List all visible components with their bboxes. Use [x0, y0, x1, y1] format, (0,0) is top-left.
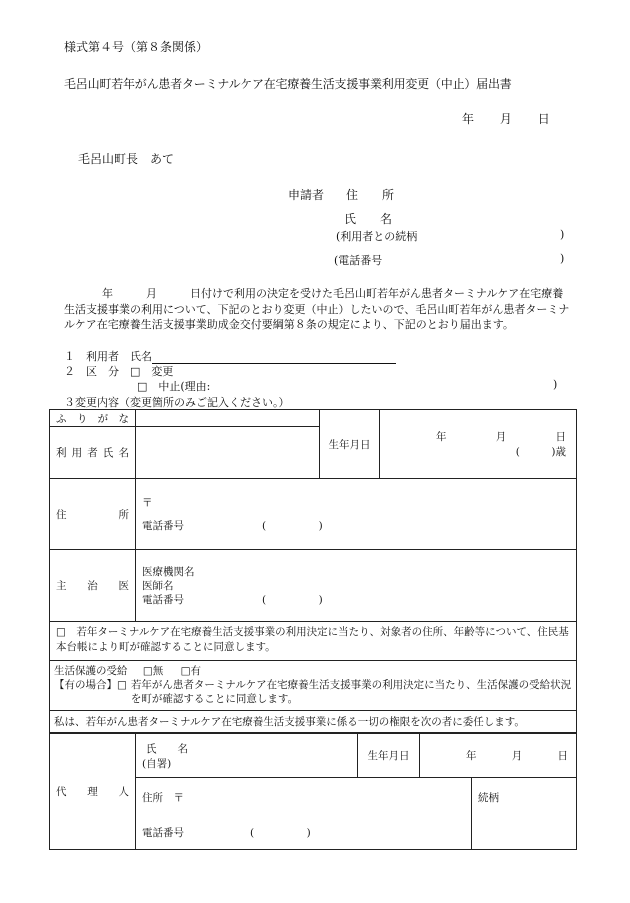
doctor-name-label: 医師名 [142, 579, 174, 592]
age-field: ( )歳 [515, 446, 566, 458]
user-name-label: 利用者氏名 [50, 427, 136, 479]
applicant-label: 申請者 [288, 188, 325, 202]
applicant-name-label: 氏 名 [344, 212, 393, 226]
change-content-table [49, 409, 577, 622]
address-label: 住所 [50, 479, 136, 550]
item2-label[interactable]: ２ 区 分 □ 変更 [64, 365, 174, 378]
document-title: 毛呂山町若年がん患者ターミナルケア在宅療養生活支援事業利用変更（中止）届出書 [64, 77, 512, 91]
agent-name-field[interactable]: 氏 名 (自署) [136, 734, 358, 778]
relation-label: (利用者との続柄 [336, 230, 418, 243]
user-name-field[interactable] [136, 427, 320, 479]
agent-address-field[interactable]: 住所 〒 電話番号 ( ) [136, 778, 472, 850]
welfare-label: 生活保護の受給 [54, 665, 128, 677]
applicant-relation-row [336, 228, 570, 244]
stop-option[interactable]: □ 中止(理由: [137, 380, 211, 393]
form-number: 様式第４号（第８条関係） [64, 40, 209, 54]
signature-note: (自署) [142, 757, 172, 770]
agent-birthdate-label: 生年月日 [358, 734, 420, 778]
applicant-phone-row [334, 252, 570, 268]
item-category [64, 363, 173, 379]
address-phone-label: 電話番号 [142, 520, 184, 532]
applicant-address-row [288, 186, 394, 203]
agent-address-label: 住所 〒 [142, 792, 184, 804]
item-user-name [64, 348, 396, 364]
address-field[interactable]: 〒 電話番号 ( ) [136, 479, 577, 550]
date-month-label: 月 [499, 112, 512, 126]
welfare-no-option[interactable]: □無 [142, 665, 164, 677]
phone-close-paren: ) [560, 252, 565, 265]
submission-date [462, 110, 550, 127]
doctor-field[interactable]: 医療機関名 医師名 電話番号 ( ) [136, 550, 577, 622]
agent-birthdate-field[interactable]: 年 月 日 [420, 734, 577, 778]
relation-close-paren: ) [560, 228, 565, 241]
user-name-line[interactable] [152, 351, 396, 364]
welfare-consent-text: 若年がん患者ターミナルケア在宅療養生活支援事業の利用決定に当たり、生活保護の受給状況を町が確認することに同意します。 [130, 679, 572, 705]
addressee: 毛呂山町長 あて [78, 152, 175, 166]
agent-relation-field[interactable] [472, 778, 577, 850]
welfare-case-label[interactable]: 【有の場合】□ [54, 679, 127, 691]
birthdate-label: 生年月日 [320, 410, 380, 479]
agent-relation-label: 続柄 [478, 792, 500, 804]
resident-registry-consent[interactable]: □ 若年ターミナルケア在宅療養生活支援事業の利用決定に当たり、対象者の住所、年齢等について、住民基本台帳により町が確認することに同意します。 [49, 621, 577, 661]
birthdate-field[interactable]: 年 月 日 ( )歳 [380, 410, 577, 479]
date-year-label: 年 [462, 112, 475, 126]
furigana-field[interactable] [136, 410, 320, 427]
agent-label: 代理人 [50, 734, 136, 850]
item-change-content: ３変更内容（変更箇所のみご記入ください。） [64, 396, 290, 409]
doctor-label: 主治医 [50, 550, 136, 622]
phone-label: (電話番号 [334, 254, 383, 267]
furigana-label: ふりがな [50, 410, 136, 427]
body-text: 年 月 日付けで利用の決定を受けた毛呂山町若年がん患者ターミナルケア在宅療養生活支援事業の利用について、下記のとおり変更（中止）したいので、毛呂山町若年がん患者ターミナルケア在宅療養生活支援事業助成金交付要綱第８条の規定により、下記のとおり届出ます。 [64, 287, 570, 331]
welfare-yes-option[interactable]: □有 [180, 665, 202, 677]
item1-label: １ 利用者 氏名 [64, 350, 152, 363]
agent-table [49, 733, 577, 850]
date-day-label: 日 [537, 112, 550, 126]
welfare-section [49, 661, 577, 711]
applicant-address-label: 住 所 [346, 188, 395, 202]
delegation-statement: 私は、若年がん患者ターミナルケア在宅療養生活支援事業に係る一切の権限を次の者に委任します。 [49, 711, 577, 733]
institution-label: 医療機関名 [142, 565, 195, 578]
stop-close-paren: ) [553, 378, 558, 391]
agent-phone-label: 電話番号 [142, 827, 184, 839]
item-category-stop [137, 378, 559, 394]
postal-mark: 〒 [142, 497, 153, 509]
doctor-phone-label: 電話番号 [142, 593, 184, 606]
